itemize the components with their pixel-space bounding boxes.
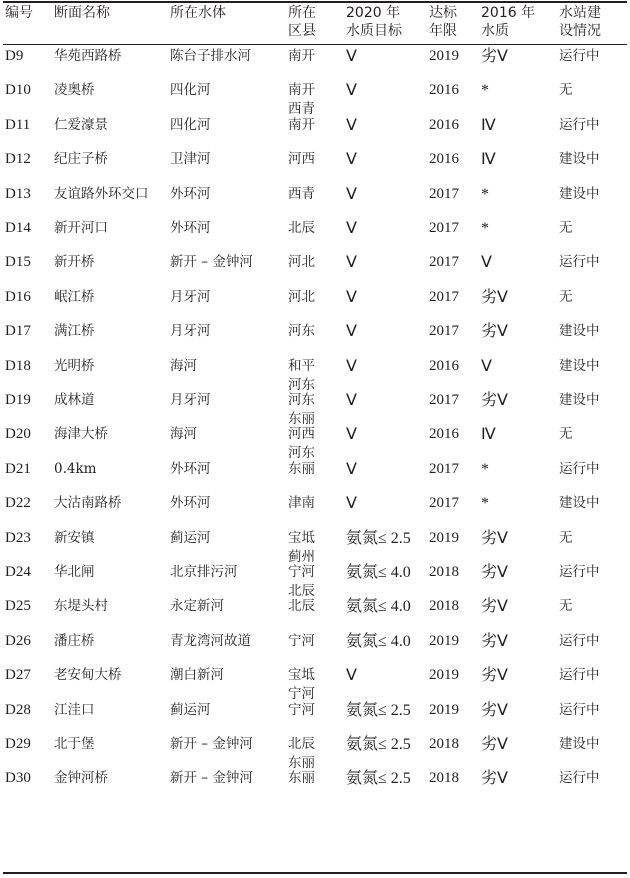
header-water: 所在水体	[170, 5, 226, 21]
cell-district: 河西 河东	[288, 426, 315, 462]
table-row	[0, 460, 630, 494]
cell-quality-2016: 劣Ⅴ	[481, 288, 508, 306]
table-row	[0, 563, 630, 597]
cell-section-name: 华苑西路桥	[54, 48, 122, 64]
cell-district: 河东	[288, 323, 315, 340]
table-row	[0, 735, 630, 769]
cell-id: D30	[5, 770, 31, 787]
cell-station-status: 建设中	[559, 357, 600, 374]
cell-quality-2016: 劣Ⅴ	[481, 564, 508, 581]
cell-district: 津南	[288, 495, 315, 512]
cell-target-2020: Ⅴ	[346, 185, 357, 203]
cell-quality-2016: 劣Ⅴ	[481, 736, 508, 753]
cell-district: 河西	[288, 151, 315, 168]
cell-station-status: 运行中	[559, 667, 600, 684]
cell-section-name: 海津大桥	[54, 426, 108, 443]
cell-section-name: 潘庄桥	[54, 632, 95, 649]
cell-deadline: 2019	[429, 529, 459, 546]
cell-id: D23	[5, 529, 31, 546]
cell-deadline: 2017	[429, 460, 459, 477]
header-name: 断面名称	[54, 5, 110, 21]
cell-quality-2016: *	[481, 495, 489, 513]
cell-section-name: 新开桥	[54, 254, 95, 271]
cell-id: D13	[5, 185, 31, 202]
cell-target-2020: Ⅴ	[346, 357, 357, 375]
cell-deadline: 2016	[429, 151, 459, 168]
cell-quality-2016: *	[481, 185, 489, 203]
cell-deadline: 2018	[429, 564, 459, 580]
cell-water-body: 蓟运河	[170, 701, 211, 718]
cell-deadline: 2017	[429, 495, 459, 512]
table-row	[0, 150, 630, 184]
cell-section-name: 华北闸	[54, 564, 95, 580]
table-row	[0, 494, 630, 528]
cell-section-name: 北于堡	[54, 736, 95, 752]
cell-district: 宁河	[288, 632, 315, 649]
cell-target-2020: Ⅴ	[346, 254, 357, 272]
cell-deadline: 2019	[429, 632, 459, 649]
cell-target-2020: 氨氮≤ 2.5	[346, 529, 411, 547]
table-row	[0, 47, 630, 81]
cell-id: D19	[5, 392, 31, 408]
cell-id: D11	[5, 116, 31, 133]
cell-water-body: 卫津河	[170, 151, 211, 168]
cell-target-2020: 氨氮≤ 2.5	[346, 701, 411, 719]
cell-quality-2016: 劣Ⅴ	[481, 323, 508, 341]
cell-section-name: 0.4km	[54, 460, 97, 477]
cell-water-body: 陈台子排水河	[170, 48, 251, 64]
cell-station-status: 建设中	[559, 185, 600, 202]
cell-target-2020: 氨氮≤ 4.0	[346, 564, 411, 581]
cell-deadline: 2017	[429, 254, 459, 271]
cell-section-name: 友谊路外环交口	[54, 185, 149, 202]
cell-station-status: 运行中	[559, 460, 600, 477]
table-row	[0, 597, 630, 631]
cell-district: 北辰	[288, 598, 315, 615]
cell-section-name: 岷江桥	[54, 288, 95, 305]
cell-deadline: 2017	[429, 323, 459, 340]
cell-id: D18	[5, 357, 31, 374]
cell-deadline: 2017	[429, 288, 459, 305]
table-row	[0, 357, 630, 391]
cell-quality-2016: *	[481, 460, 489, 478]
cell-target-2020: 氨氮≤ 4.0	[346, 598, 411, 616]
cell-district: 北辰 东丽	[288, 736, 315, 771]
cell-id: D21	[5, 460, 31, 477]
table-row	[0, 632, 630, 666]
cell-station-status: 运行中	[559, 701, 600, 718]
cell-station-status: 建设中	[559, 151, 600, 168]
cell-station-status: 运行中	[559, 564, 600, 580]
cell-target-2020: Ⅴ	[346, 116, 357, 134]
cell-target-2020: 氨氮≤ 2.5	[346, 736, 411, 753]
cell-district: 南开	[288, 116, 315, 133]
cell-deadline: 2018	[429, 736, 459, 752]
table-row	[0, 666, 630, 703]
cell-target-2020: Ⅴ	[346, 460, 357, 478]
cell-id: D17	[5, 323, 31, 340]
cell-station-status: 无	[559, 288, 573, 305]
cell-station-status: 运行中	[559, 48, 600, 64]
cell-quality-2016: 劣Ⅴ	[481, 598, 508, 616]
table-row	[0, 288, 630, 322]
cell-section-name: 成林道	[54, 392, 95, 408]
cell-station-status: 建设中	[559, 392, 600, 408]
cell-id: D24	[5, 564, 31, 580]
cell-deadline: 2019	[429, 48, 459, 64]
cell-station-status: 建设中	[559, 495, 600, 512]
cell-station-status: 无	[559, 426, 573, 443]
table-bottom-rule	[3, 872, 627, 874]
cell-target-2020: Ⅴ	[346, 426, 357, 444]
cell-quality-2016: 劣Ⅴ	[481, 392, 508, 409]
table-row	[0, 391, 630, 425]
table-header-rule	[3, 44, 627, 45]
cell-water-body: 月牙河	[170, 323, 211, 340]
cell-target-2020: Ⅴ	[346, 220, 357, 237]
cell-station-status: 运行中	[559, 116, 600, 133]
cell-deadline: 2016	[429, 426, 459, 443]
cell-quality-2016: Ⅴ	[481, 357, 492, 375]
cell-id: D10	[5, 82, 31, 99]
cell-station-status: 运行中	[559, 254, 600, 271]
cell-deadline: 2018	[429, 770, 459, 787]
cell-deadline: 2019	[429, 701, 459, 718]
cell-deadline: 2017	[429, 185, 459, 202]
cell-section-name: 仁爱濠景	[54, 116, 108, 133]
cell-station-status: 无	[559, 529, 573, 546]
cell-station-status: 无	[559, 82, 573, 99]
cell-id: D28	[5, 701, 31, 718]
header-district: 所在 区县	[288, 5, 316, 39]
cell-id: D26	[5, 632, 31, 649]
cell-station-status: 建设中	[559, 323, 600, 340]
table-row	[0, 81, 630, 118]
cell-district: 河北	[288, 254, 315, 271]
header-deadline: 达标 年限	[429, 5, 457, 39]
cell-target-2020: Ⅴ	[346, 323, 357, 341]
header-target: 2020 年 水质目标	[346, 5, 402, 39]
cell-quality-2016: Ⅳ	[481, 116, 496, 134]
cell-district: 河北	[288, 288, 315, 305]
cell-quality-2016: 劣Ⅴ	[481, 48, 508, 65]
cell-section-name: 江洼口	[54, 701, 95, 718]
cell-target-2020: Ⅴ	[346, 288, 357, 306]
cell-water-body: 月牙河	[170, 288, 211, 305]
cell-quality-2016: Ⅴ	[481, 254, 492, 272]
cell-target-2020: Ⅴ	[346, 667, 357, 685]
table-row	[0, 322, 630, 356]
cell-district: 宁河 北辰	[288, 564, 315, 599]
cell-water-body: 外环河	[170, 460, 211, 477]
cell-district: 宝坻 宁河	[288, 667, 315, 703]
cell-station-status: 无	[559, 598, 573, 615]
cell-section-name: 光明桥	[54, 357, 95, 374]
cell-deadline: 2017	[429, 392, 459, 408]
cell-target-2020: Ⅴ	[346, 495, 357, 513]
cell-id: D12	[5, 151, 31, 168]
cell-station-status: 无	[559, 220, 573, 236]
cell-water-body: 外环河	[170, 495, 211, 512]
table-row	[0, 185, 630, 219]
cell-section-name: 金钟河桥	[54, 770, 108, 787]
cell-section-name: 东堤头村	[54, 598, 108, 615]
cell-station-status: 运行中	[559, 770, 600, 787]
cell-id: D15	[5, 254, 31, 271]
cell-id: D27	[5, 667, 31, 684]
cell-section-name: 新安镇	[54, 529, 95, 546]
cell-id: D16	[5, 288, 31, 305]
cell-district: 西青	[288, 185, 315, 202]
cell-water-body: 北京排污河	[170, 564, 238, 580]
table-top-rule	[3, 1, 627, 3]
cell-water-body: 四化河	[170, 82, 211, 99]
cell-district: 南开 西青	[288, 82, 315, 118]
cell-id: D22	[5, 495, 31, 512]
cell-section-name: 大沽南路桥	[54, 495, 122, 512]
table-row	[0, 219, 630, 253]
cell-deadline: 2019	[429, 667, 459, 684]
cell-district: 东丽	[288, 460, 315, 477]
table-row	[0, 116, 630, 150]
cell-district: 东丽	[288, 770, 315, 787]
table-row	[0, 529, 630, 563]
cell-district: 宁河	[288, 701, 315, 718]
cell-quality-2016: *	[481, 82, 489, 100]
cell-district: 河东 东丽	[288, 392, 315, 427]
cell-water-body: 潮白新河	[170, 667, 224, 684]
cell-quality-2016: *	[481, 220, 489, 237]
cell-water-body: 四化河	[170, 116, 211, 133]
cell-quality-2016: Ⅳ	[481, 151, 496, 169]
cell-quality-2016: 劣Ⅴ	[481, 632, 508, 650]
cell-water-body: 新开 – 金钟河	[170, 736, 253, 752]
cell-water-body: 外环河	[170, 220, 211, 236]
cell-quality-2016: 劣Ⅴ	[481, 701, 508, 719]
table-row	[0, 425, 630, 462]
cell-water-body: 月牙河	[170, 392, 211, 408]
cell-deadline: 2016	[429, 116, 459, 133]
cell-target-2020: Ⅴ	[346, 48, 357, 65]
cell-quality-2016: 劣Ⅴ	[481, 770, 508, 788]
cell-water-body: 海河	[170, 426, 197, 443]
cell-id: D9	[5, 48, 24, 64]
cell-target-2020: Ⅴ	[346, 82, 357, 100]
cell-deadline: 2017	[429, 220, 459, 236]
cell-section-name: 满江桥	[54, 323, 95, 340]
cell-water-body: 青龙湾河故道	[170, 632, 251, 649]
cell-water-body: 外环河	[170, 185, 211, 202]
cell-water-body: 海河	[170, 357, 197, 374]
cell-deadline: 2016	[429, 82, 459, 99]
cell-deadline: 2018	[429, 598, 459, 615]
cell-quality-2016: 劣Ⅴ	[481, 667, 508, 685]
cell-id: D20	[5, 426, 31, 443]
cell-section-name: 老安甸大桥	[54, 667, 122, 684]
cell-station-status: 运行中	[559, 632, 600, 649]
cell-deadline: 2016	[429, 357, 459, 374]
table-row	[0, 769, 630, 803]
table-row	[0, 253, 630, 287]
header-station: 水站建 设情况	[559, 5, 601, 39]
cell-station-status: 建设中	[559, 736, 600, 752]
cell-water-body: 蓟运河	[170, 529, 211, 546]
cell-section-name: 新开河口	[54, 220, 108, 236]
cell-water-body: 新开 – 金钟河	[170, 770, 253, 787]
cell-quality-2016: 劣Ⅴ	[481, 529, 508, 547]
cell-water-body: 新开 – 金钟河	[170, 254, 253, 271]
cell-water-body: 永定新河	[170, 598, 224, 615]
cell-district: 宝坻 蓟州	[288, 529, 315, 565]
table-row	[0, 701, 630, 735]
header-quality-2016: 2016 年 水质	[481, 5, 536, 39]
cell-target-2020: Ⅴ	[346, 151, 357, 169]
header-id: 编号	[5, 5, 33, 21]
cell-quality-2016: Ⅳ	[481, 426, 496, 444]
cell-id: D25	[5, 598, 31, 615]
cell-district: 南开	[288, 48, 315, 64]
cell-id: D14	[5, 220, 31, 236]
cell-id: D29	[5, 736, 31, 752]
cell-target-2020: 氨氮≤ 2.5	[346, 770, 411, 788]
cell-section-name: 纪庄子桥	[54, 151, 108, 168]
cell-section-name: 凌奥桥	[54, 82, 95, 99]
cell-target-2020: 氨氮≤ 4.0	[346, 632, 411, 650]
cell-district: 和平 河东	[288, 357, 315, 393]
cell-district: 北辰	[288, 220, 315, 236]
cell-target-2020: Ⅴ	[346, 392, 357, 409]
